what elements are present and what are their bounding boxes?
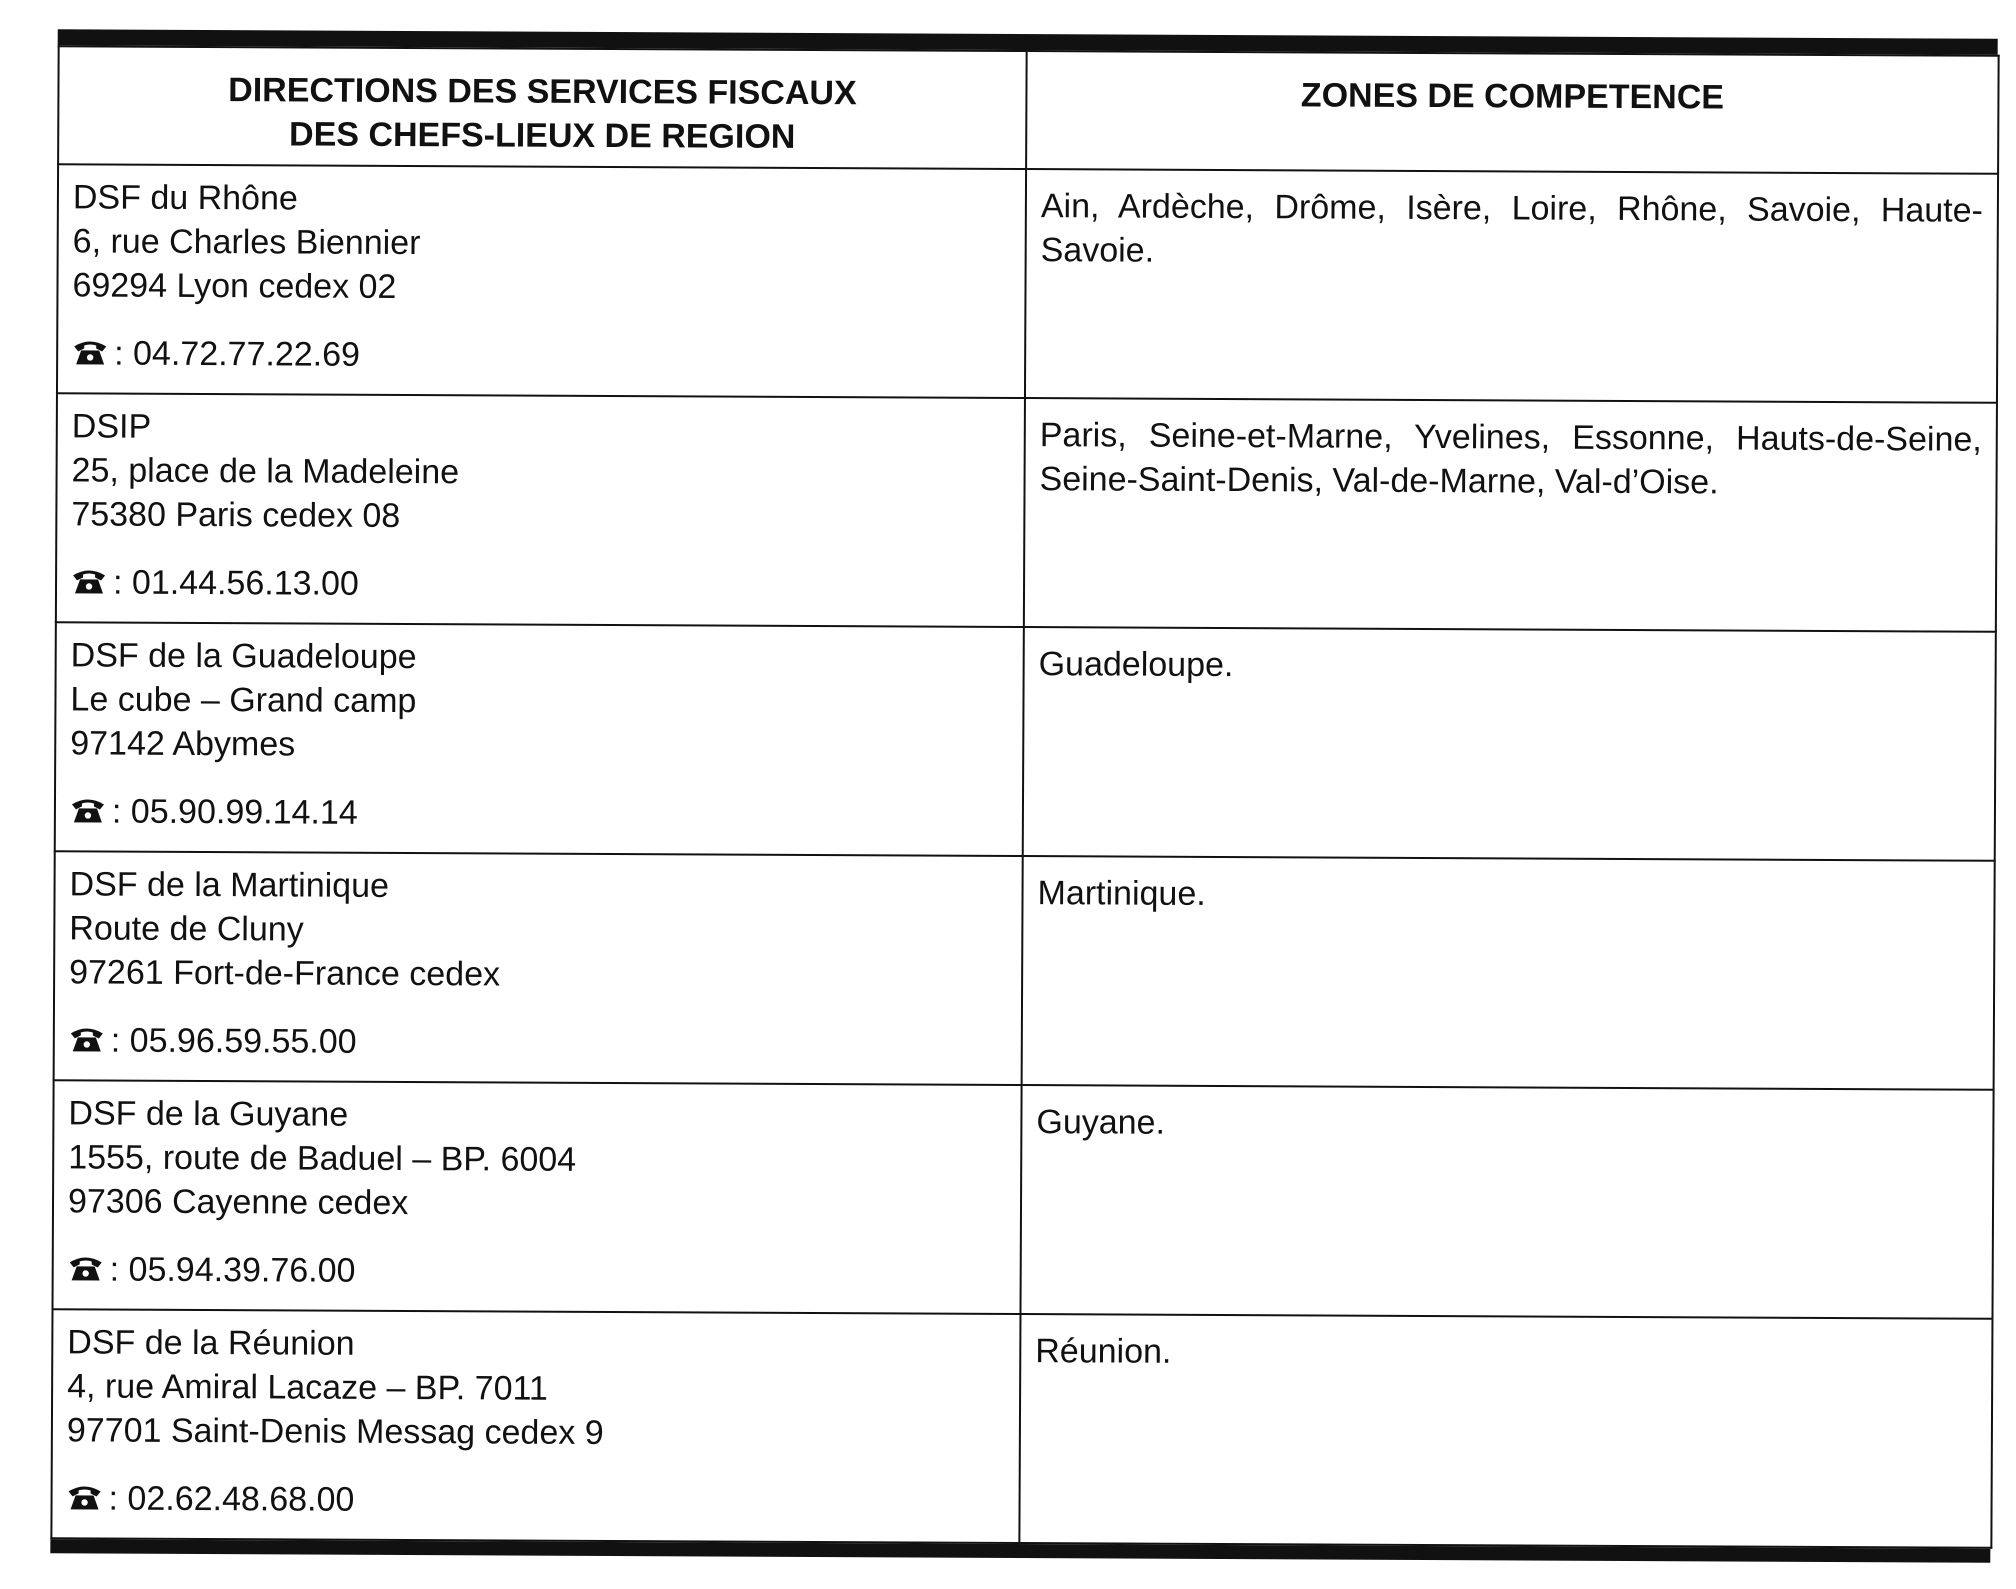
header-directions-line-1: DIRECTIONS DES SERVICES FISCAUX <box>228 71 857 113</box>
directorate-cell <box>52 1080 1021 1314</box>
header-directions <box>58 46 1027 169</box>
phone-separator: : <box>109 1250 120 1289</box>
phone-separator: : <box>110 1021 121 1060</box>
phone-row <box>70 789 1008 838</box>
header-zones <box>1026 51 1999 174</box>
address-city: 97261 Fort-de-France cedex <box>69 953 501 994</box>
phone-number: 02.62.48.68.00 <box>127 1479 355 1519</box>
address-street: 25, place de la Madeleine <box>71 451 460 492</box>
telephone-icon <box>68 1254 104 1282</box>
phone-row <box>66 1476 1004 1525</box>
address-city: 69294 Lyon cedex 02 <box>72 266 397 306</box>
table-row <box>54 851 1995 1089</box>
directorate-cell <box>54 851 1023 1085</box>
directorate-name: DSF de la Guadeloupe <box>70 636 417 677</box>
zones-cell: Paris, Seine-et-Marne, Yvelines, Essonne, Hauts-de-Seine, Seine-Saint-Denis, Val-de-Marne, Val-d’Oise. <box>1024 398 1997 632</box>
phone-separator: : <box>111 792 122 831</box>
table-row <box>57 164 1998 402</box>
directorate-name: DSF de la Martinique <box>69 865 390 905</box>
table-header-row <box>58 46 1999 173</box>
directorate-name: DSF du Rhône <box>72 178 298 218</box>
table-row <box>52 1080 1993 1318</box>
phone-number: 05.96.59.55.00 <box>129 1021 357 1061</box>
table-row <box>51 1309 1992 1547</box>
telephone-icon <box>71 567 107 595</box>
zones-cell: Guyane. <box>1020 1085 1993 1319</box>
address-city: 97701 Saint-Denis Messag cedex 9 <box>66 1411 604 1452</box>
directorate-name: DSF de la Guyane <box>68 1094 349 1134</box>
directorate-cell <box>56 393 1025 627</box>
header-zones-line-1: ZONES DE COMPETENCE <box>1300 76 1725 117</box>
phone-separator: : <box>114 334 124 373</box>
phone-number: 01.44.56.13.00 <box>131 563 359 603</box>
address-city: 97142 Abymes <box>70 724 296 764</box>
phone-number: 05.94.39.76.00 <box>128 1250 356 1290</box>
address-street: Route de Cluny <box>69 909 304 949</box>
telephone-icon <box>72 338 108 366</box>
zones-cell: Réunion. <box>1019 1314 1992 1548</box>
table-row <box>55 622 1996 860</box>
directorate-cell <box>55 622 1024 856</box>
phone-row <box>72 331 1010 380</box>
directorate-cell <box>51 1309 1020 1543</box>
address-street: 4, rue Amiral Lacaze – BP. 7011 <box>67 1367 548 1408</box>
header-directions-line-2: DES CHEFS-LIEUX DE REGION <box>289 115 796 156</box>
directorate-name: DSIP <box>71 407 152 446</box>
address-street: 6, rue Charles Biennier <box>72 222 421 263</box>
telephone-icon <box>69 1025 105 1053</box>
directorate-name: DSF de la Réunion <box>67 1323 355 1363</box>
telephone-icon <box>70 796 106 824</box>
phone-separator: : <box>108 1479 119 1518</box>
zones-cell: Guadeloupe. <box>1023 627 1996 861</box>
address-city: 97306 Cayenne cedex <box>67 1182 409 1223</box>
directorates-table-grid <box>50 45 1999 1548</box>
phone-separator: : <box>112 563 123 602</box>
zones-cell: Martinique. <box>1022 856 1995 1090</box>
telephone-icon <box>67 1483 103 1511</box>
phone-number: 05.90.99.14.14 <box>130 792 358 832</box>
directorate-cell <box>57 164 1026 398</box>
tax-directorates-table <box>50 29 1997 1562</box>
phone-row <box>69 1018 1007 1067</box>
address-street: 1555, route de Baduel – BP. 6004 <box>68 1138 577 1179</box>
table-row <box>56 393 1997 631</box>
address-street: Le cube – Grand camp <box>70 680 417 721</box>
zones-cell: Ain, Ardèche, Drôme, Isère, Loire, Rhône, Savoie, Haute-Savoie. <box>1025 169 1998 403</box>
phone-row <box>68 1247 1006 1296</box>
address-city: 75380 Paris cedex 08 <box>71 495 401 535</box>
phone-row <box>71 560 1009 609</box>
phone-number: 04.72.77.22.69 <box>132 334 361 374</box>
